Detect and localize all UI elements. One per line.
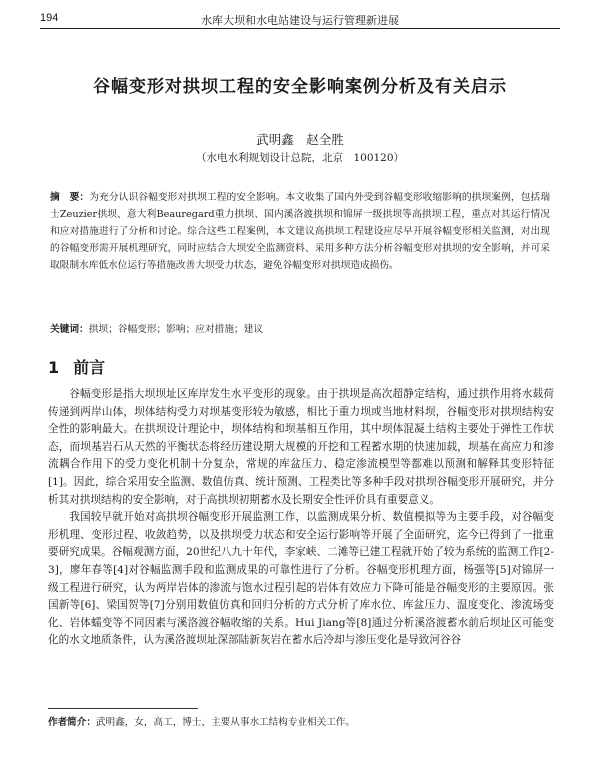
body-text — [48, 386, 554, 650]
footnote-text: 武明鑫，女，高工，博士，主要从事水工结构专业相关工作。 — [95, 717, 355, 728]
authors: 武明鑫 赵全胜 — [256, 132, 344, 147]
section-heading — [48, 355, 119, 378]
section-title: 前言 — [73, 358, 106, 377]
paper-title: 谷幅变形对拱坝工程的安全影响案例分析及有关启示 — [93, 77, 507, 97]
journal-title: 水库大坝和水电站建设与运行管理新进展 — [201, 14, 399, 27]
abstract-label: 摘 要： — [50, 192, 90, 203]
author-footnote — [48, 714, 554, 728]
abstract — [50, 189, 550, 274]
keywords — [50, 321, 550, 335]
running-header — [40, 10, 560, 29]
page-number: 194 — [40, 12, 59, 24]
paragraph: 我国较早就开始对高拱坝谷幅变形开展监测工作，以监测成果分析、数值模拟等为主要手段，对谷幅变形机理、变形过程、收敛趋势，以及拱坝受力状态和安全运行影响等开展了全面研究，迄今已得到了一批重要研究成果。谷幅观测方面，20世纪八九十年代，李家峡、二滩等已建工程就开始了较为系统的监测工作[2-3]，廖年春等[4]对谷幅监测手段和监测成果的可靠性进行了分析。谷幅变形机理方面，杨强等[5]对锦屏一级工程进行研究，认为两岸岩体的渗流与饱水过程引起的岩体有效应力下降可能是谷幅变形的主要原因。张国新等[6]、梁国贺等[7]分别用数值仿真和回归分析的方式分析了库水位、库盆压力、温度变化、渗流场变化、岩体蠕变等不同因素与溪洛渡谷幅收缩的关系。Hui Jiang等[8]通过分析溪洛渡蓄水前后坝址区可能变化的水文地质条件，认为溪洛渡坝址深部陆新灰岩在蓄水后冷却与渗压变化是导致河谷谷 — [48, 511, 554, 647]
keywords-label: 关键词： — [50, 324, 89, 335]
abstract-text: 为充分认识谷幅变形对拱坝工程的安全影响。本文收集了国内外受到谷幅变形收缩影响的拱坝案例，包括瑞士Zeuzier拱坝、意大利Beauregard重力拱坝、国内溪洛渡拱坝和锦屏一级拱坝等高拱坝工程，重点对其运行情况和应对措施进行了分析和讨论。综合这些工程案例，本文建议高拱坝工程建设应尽早开展谷幅变形相关监测，对出现的谷幅变形需开展机理研究，同时应结合大坝安全监测资料、采用多种方法分析谷幅变形对拱坝的安全影响，并可采取限制水库低水位运行等措施改善大坝受力状态，避免谷幅变形对拱坝造成损伤。 — [50, 192, 551, 271]
footnote-rule — [48, 708, 198, 709]
section-number: 1 — [48, 358, 60, 377]
affiliation: （水电水利规划设计总院，北京 100120） — [195, 152, 405, 164]
footnote-label: 作者简介： — [48, 717, 96, 728]
keywords-text: 拱坝；谷幅变形；影响；应对措施；建议 — [88, 324, 264, 335]
paragraph: 谷幅变形是指大坝坝址区库岸发生水平变形的现象。由于拱坝是高次超静定结构，通过拱作用将水载荷传递到两岸山体，坝体结构受力对坝基变形较为敏感，相比于重力坝或当地材料坝，谷幅变形对拱坝结构安全性的影响最大。在拱坝设计理论中，坝体结构和坝基相互作用，其中坝体混凝土结构主要处于弹性工作状态，而坝基岩石从天然的平衡状态将经历建设期大规模的开挖和工程蓄水期的快速加载，坝基在高应力和渗流耦合作用下的受力变化机制十分复杂，常规的库盆压力、稳定渗流模型等都难以预测和解释其变形特征[1]。因此，综合采用安全监测、数值仿真、统计预测、工程类比等多种手段对拱坝谷幅变形开展研究，并分析其对拱坝结构的安全影响，对于高拱坝初期蓄水及长期安全性评价具有重要意义。 — [48, 388, 554, 506]
